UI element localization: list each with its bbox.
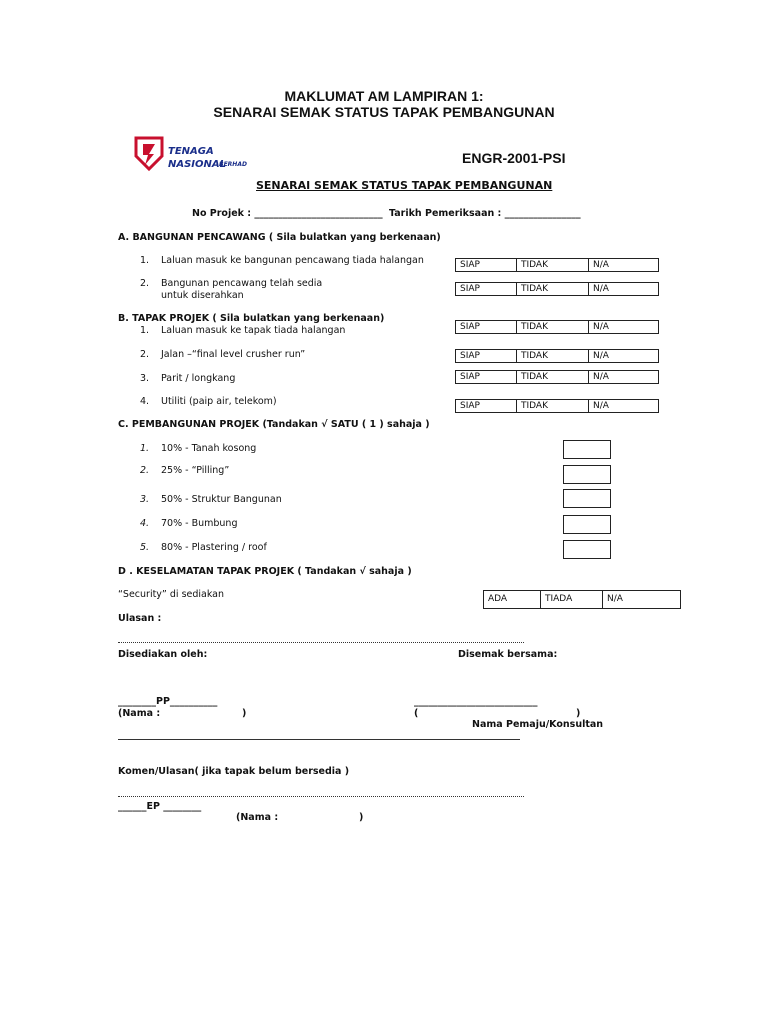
nama-left-label: (Nama :	[118, 708, 161, 719]
ulasan-label: Ulasan :	[118, 613, 162, 624]
pp-signature-line[interactable]: ________PP__________	[118, 696, 218, 707]
option-na[interactable]: N/A	[593, 284, 609, 294]
option-na[interactable]: N/A	[593, 322, 609, 332]
tnb-logo-icon	[134, 136, 164, 172]
option-na[interactable]: N/A	[593, 260, 609, 270]
option-box-b4[interactable]	[455, 399, 659, 413]
checkbox-c3[interactable]	[563, 489, 611, 508]
option-ada[interactable]: ADA	[484, 591, 541, 608]
checkbox-c1[interactable]	[563, 440, 611, 459]
section-c-item-text: 50% - Struktur Bangunan	[161, 494, 282, 505]
header-line-1: MAKLUMAT AM LAMPIRAN 1:	[284, 88, 484, 104]
logo-word-berhad: BERHAD	[219, 161, 247, 168]
no-projek-field: No Projek : ___________________________	[192, 208, 383, 219]
option-na[interactable]: N/A	[607, 594, 623, 604]
option-box-a1[interactable]	[455, 258, 659, 272]
nama-bottom-label: (Nama :	[236, 812, 279, 823]
consultant-label: Nama Pemaju/Konsultan	[472, 719, 604, 730]
option-tidak[interactable]: TIDAK	[517, 321, 589, 333]
section-c-item-number: 4.	[140, 518, 150, 529]
option-box-b3[interactable]	[455, 370, 659, 384]
option-box-security[interactable]	[483, 590, 681, 609]
option-na[interactable]: N/A	[593, 351, 609, 361]
logo-word-tenaga: TENAGA	[168, 146, 214, 157]
option-tidak[interactable]: TIDAK	[517, 350, 589, 362]
option-tidak[interactable]: TIDAK	[517, 259, 589, 271]
option-box-b2[interactable]	[455, 349, 659, 363]
separator-line	[118, 739, 520, 740]
komen-label: Komen/Ulasan( jika tapak belum bersedia )	[118, 766, 350, 777]
consultant-signature-line[interactable]: __________________________	[414, 696, 538, 707]
ulasan-dotted-line[interactable]	[118, 642, 524, 643]
section-c-item-number: 5.	[140, 542, 150, 553]
option-box-b1[interactable]	[455, 320, 659, 334]
option-siap[interactable]: SIAP	[456, 371, 517, 383]
section-c-item-number: 2.	[140, 465, 150, 476]
option-siap[interactable]: SIAP	[456, 259, 517, 271]
disediakan-label: Disediakan oleh:	[118, 649, 208, 660]
section-c-item-text: 80% - Plastering / roof	[161, 542, 267, 553]
option-tidak[interactable]: TIDAK	[517, 283, 589, 295]
section-b-item-number: 4.	[140, 396, 150, 407]
header-line-2: SENARAI SEMAK STATUS TAPAK PEMBANGUNAN	[213, 104, 555, 120]
section-d-title: D . KESELAMATAN TAPAK PROJEK ( Tandakan √ sahaja )	[118, 566, 412, 577]
option-siap[interactable]: SIAP	[456, 350, 517, 362]
section-b-item-number: 2.	[140, 349, 150, 360]
section-b-item-number: 1.	[140, 325, 150, 336]
section-b-item-text: Utiliti (paip air, telekom)	[161, 396, 277, 407]
section-a-title: A. BANGUNAN PENCAWANG ( Sila bulatkan yang berkenaan)	[118, 232, 441, 243]
option-tidak[interactable]: TIDAK	[517, 371, 589, 383]
consultant-close-paren: )	[576, 708, 581, 719]
tnb-logo	[134, 136, 254, 176]
logo-word-nasional: NASIONAL	[168, 159, 227, 170]
checkbox-c4[interactable]	[563, 515, 611, 534]
section-c-title: C. PEMBANGUNAN PROJEK (Tandakan √ SATU ( 1 ) sahaja )	[118, 419, 430, 430]
option-siap[interactable]: SIAP	[456, 400, 517, 412]
section-a-item-number: 1.	[140, 255, 150, 266]
section-c-item-number: 3.	[140, 494, 150, 505]
option-na[interactable]: N/A	[593, 401, 609, 411]
consultant-open-paren: (	[414, 708, 419, 719]
option-siap[interactable]: SIAP	[456, 283, 517, 295]
section-b-item-text: Parit / longkang	[161, 373, 236, 384]
section-c-item-text: 70% - Bumbung	[161, 518, 238, 529]
section-a-item-text: Laluan masuk ke bangunan pencawang tiada halangan	[161, 255, 424, 266]
option-siap[interactable]: SIAP	[456, 321, 517, 333]
nama-left-close: )	[242, 708, 247, 719]
section-a-item-number: 2.	[140, 278, 150, 289]
disemak-label: Disemak bersama:	[458, 649, 558, 660]
ep-signature-line[interactable]: ______EP ________	[118, 801, 202, 812]
option-tidak[interactable]: TIDAK	[517, 400, 589, 412]
option-tiada[interactable]: TIADA	[541, 591, 603, 608]
security-label: “Security” di sediakan	[118, 589, 225, 600]
option-box-a2[interactable]	[455, 282, 659, 296]
section-b-item-number: 3.	[140, 373, 150, 384]
form-title: SENARAI SEMAK STATUS TAPAK PEMBANGUNAN	[256, 179, 553, 192]
komen-dotted-line[interactable]	[118, 796, 524, 797]
section-c-item-text: 25% - “Pilling”	[161, 465, 230, 476]
nama-bottom-close: )	[359, 812, 364, 823]
section-b-title: B. TAPAK PROJEK ( Sila bulatkan yang berkenaan)	[118, 313, 385, 324]
section-a-item-text-line2: untuk diserahkan	[161, 290, 244, 301]
section-c-item-number: 1.	[140, 443, 150, 454]
section-c-item-text: 10% - Tanah kosong	[161, 443, 257, 454]
option-na[interactable]: N/A	[593, 372, 609, 382]
section-a-item-text: Bangunan pencawang telah sedia	[161, 278, 323, 289]
section-b-item-text: Jalan –“final level crusher run”	[161, 349, 306, 360]
checkbox-c2[interactable]	[563, 465, 611, 484]
section-b-item-text: Laluan masuk ke tapak tiada halangan	[161, 325, 346, 336]
checkbox-c5[interactable]	[563, 540, 611, 559]
tarikh-pemeriksaan-field: Tarikh Pemeriksaan : ________________	[389, 208, 581, 219]
document-code: ENGR-2001-PSI	[462, 150, 566, 166]
